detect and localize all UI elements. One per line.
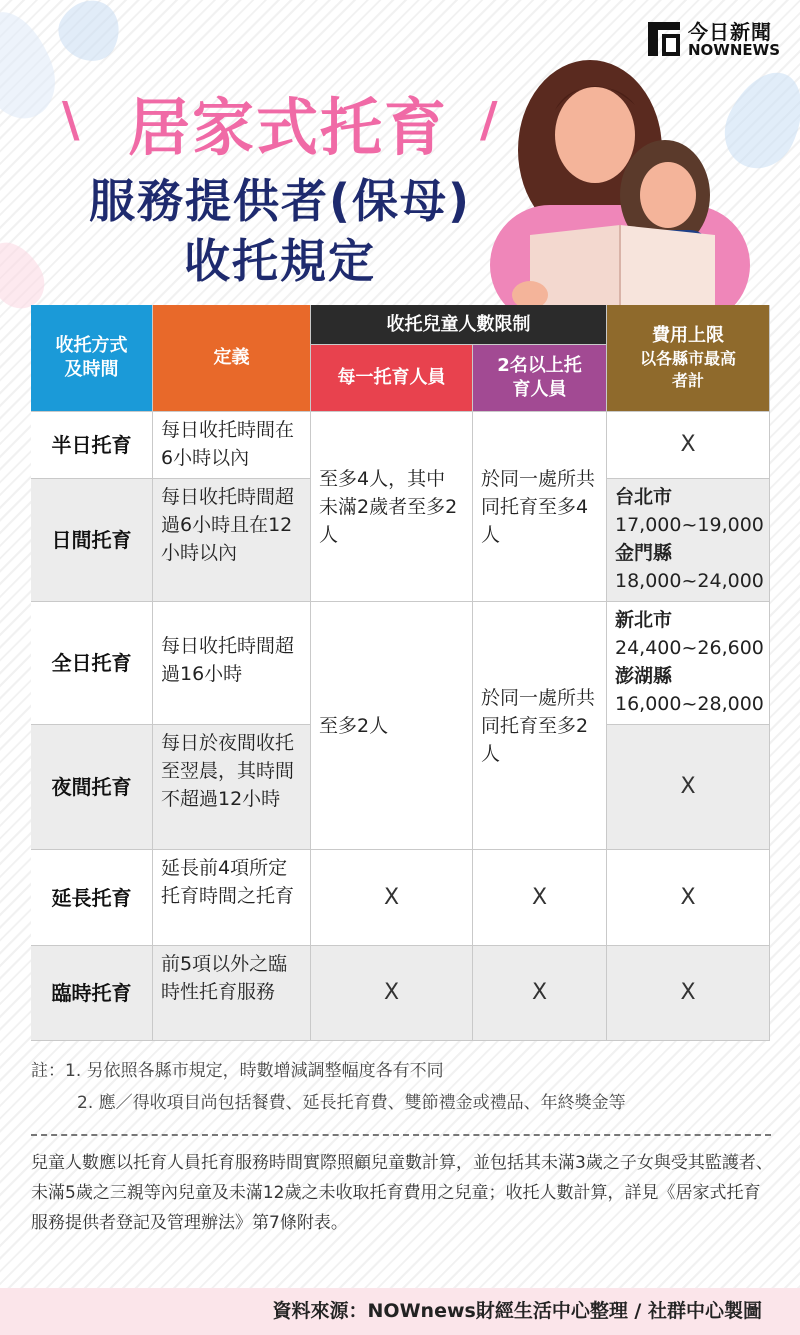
fee-extended: X — [607, 850, 770, 946]
fee-range-penghu: 16,000~28,000 — [615, 693, 764, 715]
header-definition: 定義 — [153, 305, 311, 412]
fee-city-kinmen: 金門縣 — [615, 542, 673, 564]
decorative-leaf — [0, 1, 67, 128]
fee-city-penghu: 澎湖縣 — [615, 665, 673, 687]
limit-two-plus-extended: X — [473, 850, 607, 946]
definition-full-day: 每日收托時間超過16小時 — [153, 602, 311, 725]
logo-name-zh: 今日新聞 — [688, 20, 772, 44]
definition-temporary: 前5項以外之臨時性托育服務 — [153, 946, 311, 1041]
decorative-leaf — [49, 0, 131, 71]
fee-daytime — [607, 479, 770, 602]
definition-night: 每日於夜間收托至翌晨，其時間不超過12小時 — [153, 725, 311, 850]
header-child-limit: 收托兒童人數限制 — [311, 305, 607, 345]
header-method: 收托方式及時間 — [31, 305, 153, 412]
row-type-extended: 延長托育 — [31, 850, 153, 946]
fee-temporary: X — [607, 946, 770, 1041]
notes-paragraph: 兒童人數應以托育人員托育服務時間實際照顧兒童數計算，並包括其未滿3歲之子女與受其監護者、未滿5歲之三親等內兒童及未滿12歲之未收取托育費用之兒童；收托人數計算，詳見《居家式托育服務提供者登記及管理辦法》第7條附表。 — [31, 1153, 773, 1233]
logo-name-en: NOWNEWS — [688, 41, 780, 59]
page-title: 居家式托育 — [127, 91, 448, 164]
fee-range-kinmen: 18,000~24,000 — [615, 570, 764, 592]
header-per-caregiver: 每一托育人員 — [311, 345, 473, 412]
notes-block — [31, 1055, 776, 1119]
limit-two-plus-group-a: 於同一處所共同托育至多4人 — [473, 412, 607, 602]
note-line-2 — [31, 1087, 776, 1119]
title-slash-left: \ — [62, 92, 80, 148]
row-type-full-day: 全日托育 — [31, 602, 153, 725]
header-fee-cap-label: 費用上限 — [652, 325, 724, 346]
fee-night: X — [607, 725, 770, 850]
limit-per-caregiver-extended: X — [311, 850, 473, 946]
definition-extended: 延長前4項所定托育時間之托育 — [153, 850, 311, 946]
fee-range-taipei: 17,000~19,000 — [615, 514, 764, 536]
fee-full-day — [607, 602, 770, 725]
limit-two-plus-temporary: X — [473, 946, 607, 1041]
page-subtitle-line1: 服務提供者(保母) — [88, 174, 472, 228]
definition-half-day: 每日收托時間在6小時以內 — [153, 412, 311, 479]
row-type-daytime: 日間托育 — [31, 479, 153, 602]
fee-city-new-taipei: 新北市 — [615, 609, 673, 631]
header-fee-cap — [607, 305, 770, 412]
definition-daytime: 每日收托時間超過6小時且在12小時以內 — [153, 479, 311, 602]
row-type-temporary: 臨時托育 — [31, 946, 153, 1041]
page-subtitle-line2: 收托規定 — [184, 234, 376, 288]
source-footer: 資料來源：NOWnews財經生活中心整理 / 社群中心製圖 — [0, 1288, 800, 1335]
limit-per-caregiver-group-a: 至多4人，其中未滿2歲者至多2人 — [311, 412, 473, 602]
caregiver-child-illustration — [470, 55, 770, 315]
fee-half-day: X — [607, 412, 770, 479]
fee-city-taipei: 台北市 — [615, 486, 673, 508]
row-type-night: 夜間托育 — [31, 725, 153, 850]
dashed-divider — [31, 1134, 771, 1136]
limit-per-caregiver-temporary: X — [311, 946, 473, 1041]
header-fee-cap-note: 以各縣市最高者計 — [639, 349, 736, 390]
limit-per-caregiver-group-b: 至多2人 — [311, 602, 473, 850]
logo-mark-icon — [644, 20, 684, 58]
childcare-rules-table — [31, 305, 770, 1041]
row-type-half-day: 半日托育 — [31, 412, 153, 479]
note-item-2: 2. 應／得收項目尚包括餐費、延長托育費、雙節禮金或禮品、年終獎金等 — [77, 1093, 626, 1113]
note-label: 註： — [31, 1061, 65, 1081]
header-two-plus: 2名以上托育人員 — [473, 345, 607, 412]
limit-two-plus-group-b: 於同一處所共同托育至多2人 — [473, 602, 607, 850]
note-item-1: 1. 另依照各縣市規定，時數增減調整幅度各有不同 — [65, 1061, 444, 1081]
title-slash-right: / — [480, 92, 498, 148]
note-line-1 — [31, 1055, 776, 1087]
fee-range-new-taipei: 24,400~26,600 — [615, 637, 764, 659]
